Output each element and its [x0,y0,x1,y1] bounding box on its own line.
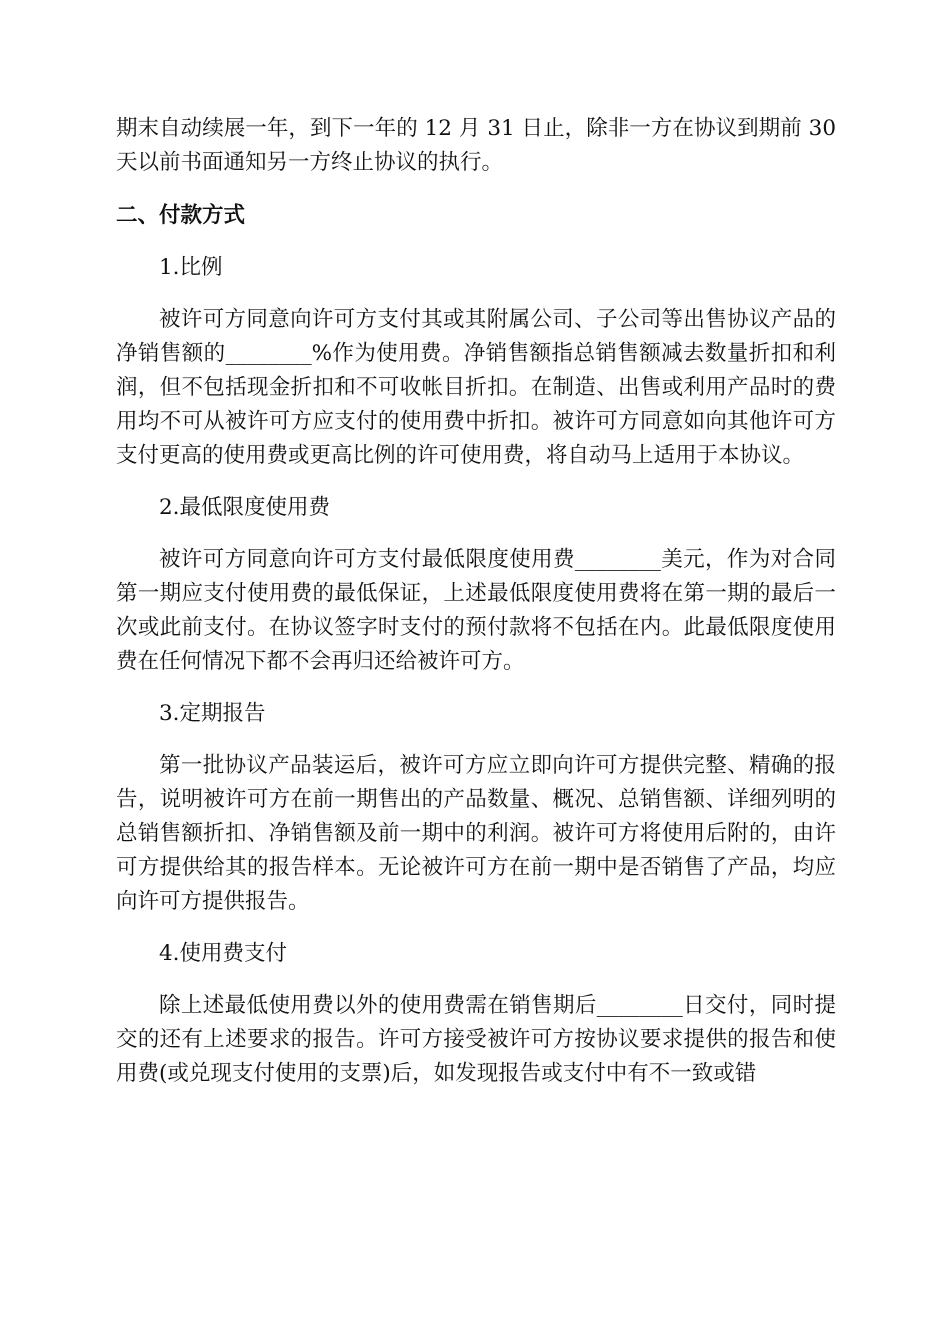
paragraph-minimum-royalty: 被许可方同意向许可方支付最低限度使用费________美元，作为对合同第一期应支付使用费的最低保证，上述最低限度使用费将在第一期的最后一次或此前支付。在协议签字时支付的预付款将不包括在内。此最低限度使用费在任何情况下都不会再归还给被许可方。 [116,547,836,674]
item-periodic-report [116,697,836,919]
subheading-royalty-payment: 4.使用费支付 [159,941,288,966]
subheading-minimum-royalty: 2.最低限度使用费 [159,495,331,520]
item-ratio [116,251,836,473]
paragraph-ratio: 被许可方同意向许可方支付其或其附属公司、子公司等出售协议产品的净销售额的________%作为使用费。净销售额指总销售额减去数量折扣和利润，但不包括现金折扣和不可收帐目折扣。在制造、出售或利用产品时的费用均不可从被许可方应支付的使用费中折扣。被许可方同意如向其他许可方支付更高的使用费或更高比例的许可使用费，将自动马上适用于本协议。 [116,307,836,468]
subheading-ratio: 1.比例 [159,255,223,280]
item-royalty-payment [116,937,836,1091]
intro-paragraph: 期末自动续展一年，到下一年的 12 月 31 日止，除非一方在协议到期前 30 天以前书面通知另一方终止协议的执行。 [116,116,836,175]
section-heading: 二、付款方式 [116,203,246,228]
paragraph-periodic-report: 第一批协议产品装运后，被许可方应立即向许可方提供完整、精确的报告，说明被许可方在前一期售出的产品数量、概况、总销售额、详细列明的总销售额折扣、净销售额及前一期中的利润。被许可方将使用后附的，由许可方提供给其的报告样本。无论被许可方在前一期中是否销售了产品，均应向许可方提供报告。 [116,753,836,914]
paragraph-royalty-payment: 除上述最低使用费以外的使用费需在销售期后________日交付，同时提交的还有上述要求的报告。许可方接受被许可方按协议要求提供的报告和使用费(或兑现支付使用的支票)后，如发现报告或支付中有不一致或错 [116,993,836,1086]
item-minimum-royalty [116,491,836,679]
document-page [116,112,836,1091]
subheading-periodic-report: 3.定期报告 [159,701,266,726]
